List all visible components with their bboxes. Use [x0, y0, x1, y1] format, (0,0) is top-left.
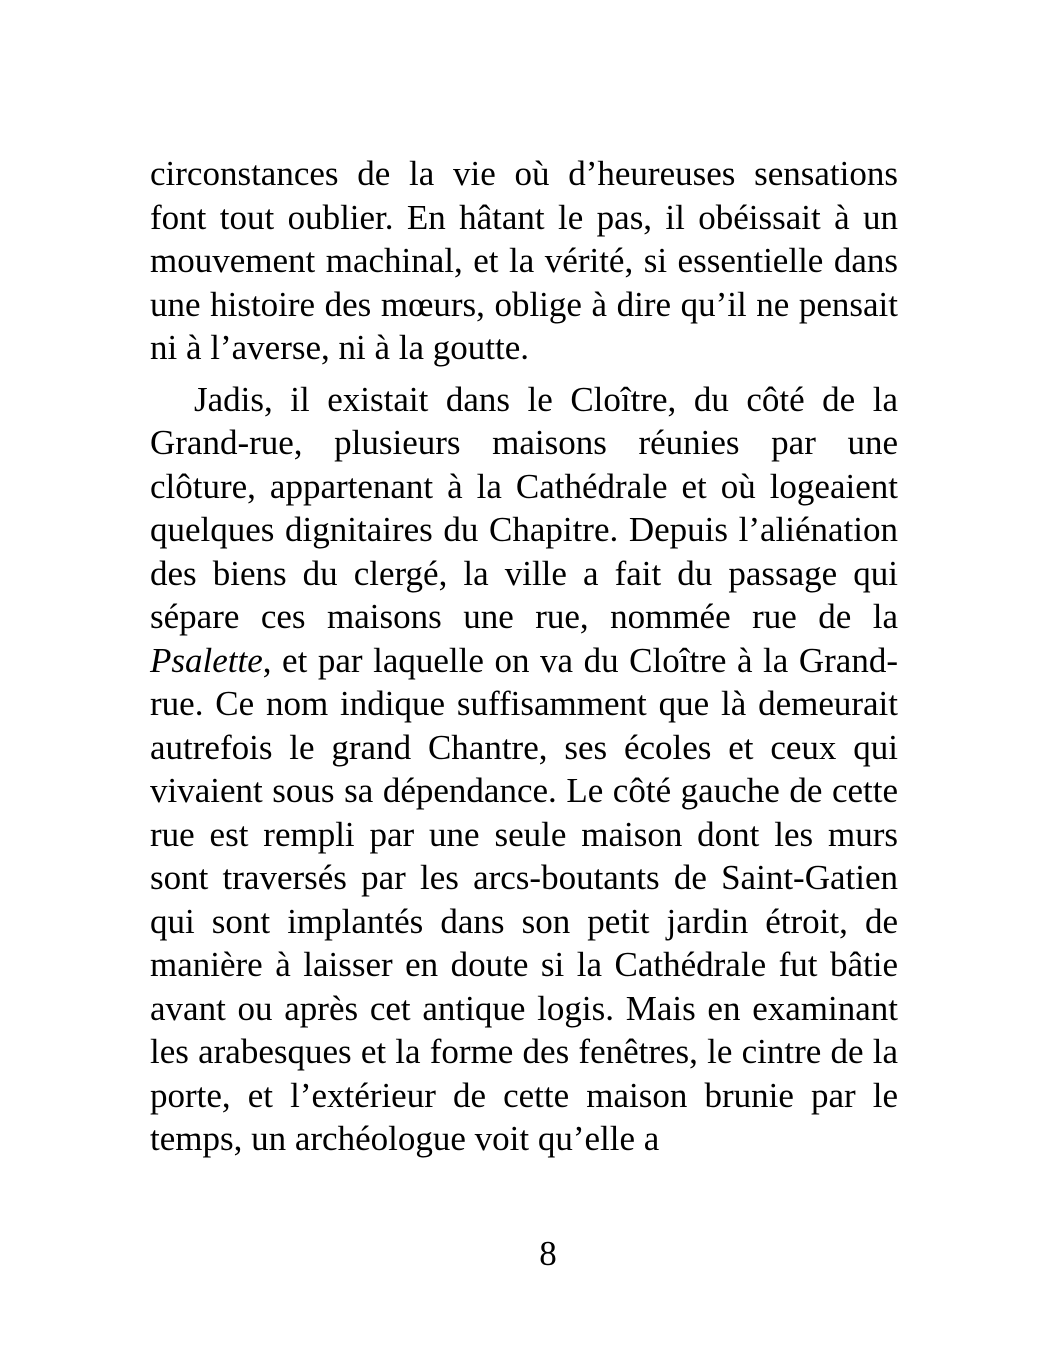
page-number: 8 — [539, 1234, 557, 1273]
street-name-italic: Psalette — [150, 640, 263, 680]
paragraph-2-text-start: Jadis, il existait dans le Cloître, du côté de la Grand-rue, plusieurs maisons réunies par une clôture, appartenant à la Cathédrale et où logeaient quelques dignitaires du Chapitre. Depuis l’aliénation des biens du clergé, la ville a fait du passage qui sépare ces maisons une rue, nommée rue de la — [150, 379, 898, 636]
body-text — [150, 152, 898, 1161]
paragraph-2-text-end: , et par laquelle on va du Cloître à la Grand-rue. Ce nom indique suffisamment que là demeurait autrefois le grand Chantre, ses écoles et ceux qui vivaient sous sa dépendance. Le côté gauche de cette rue est rempli par une seule maison dont les murs sont traversés par les arcs-boutants de Saint-Gatien qui sont implantés dans son petit jardin étroit, de manière à laisser en doute si la Cathédrale fut bâtie avant ou après cet antique logis. Mais en examinant les arabesques et la forme des fenêtres, le cintre de la porte, et l’extérieur de cette maison brunie par le temps, un archéologue voit qu’elle a — [150, 640, 898, 1158]
paragraph-1 — [150, 152, 898, 370]
paragraph-1-text: circonstances de la vie où d’heureuses sensations font tout oublier. En hâtant le pas, il obéissait à un mouvement machinal, et la vérité, si essentielle dans une histoire des mœurs, oblige à dire qu’il ne pensait ni à l’averse, ni à la goutte. — [150, 154, 898, 367]
paragraph-2 — [150, 378, 898, 1161]
